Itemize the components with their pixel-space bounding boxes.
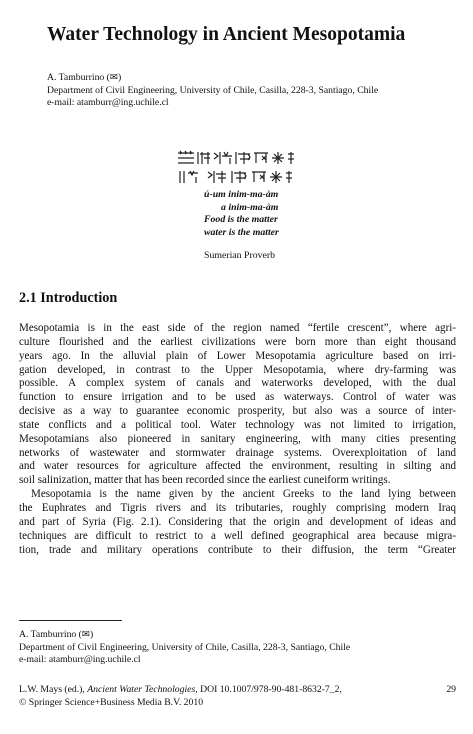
- body-line: state conflicts and a political tool. Water technology was not limited to irrigation,: [19, 418, 456, 431]
- footnote-department: Department of Civil Engineering, University of Chile, Casilla, 228-3, Santiago, Chile: [19, 641, 351, 653]
- cuneiform-inscription: [178, 148, 298, 191]
- epigraph-source: Sumerian Proverb: [204, 250, 276, 261]
- citation-editor: L.W. Mays (ed.),: [19, 684, 88, 695]
- copyright-line: © Springer Science+Business Media B.V. 2010: [19, 696, 204, 708]
- footnote-email: e-mail: atamburr@ing.uchile.cl: [19, 654, 141, 666]
- footnote: [19, 629, 350, 667]
- body-line: culture flourished and the earliest civilizations were born more than eight thousand: [19, 335, 456, 348]
- body-line: function to ensure irrigation and to be used as waterways. Control of water was: [19, 391, 456, 404]
- citation-block: [19, 684, 456, 709]
- author-affiliation: [47, 72, 378, 110]
- body-line: soil salinization, matter that has been recorded since the earliest cuneiform writings.: [19, 474, 391, 487]
- epigraph-line-1: ú-um inim-ma-àm: [204, 189, 279, 200]
- section-heading: 2.1 Introduction: [19, 290, 118, 306]
- chapter-title: Water Technology in Ancient Mesopotamia: [47, 24, 406, 45]
- epigraph-line-4: water is the matter: [204, 227, 279, 239]
- author-email: e-mail: atamburr@ing.uchile.cl: [47, 97, 169, 109]
- body-line: possible. A complex system of canals and waterworks developed, with the dual: [19, 377, 456, 390]
- body-line: Mesopotamia is the name given by the ancient Greeks to the land lying between: [31, 488, 456, 501]
- epigraph-verse: [204, 189, 279, 240]
- author-department: Department of Civil Engineering, University of Chile, Casilla, 228-3, Santiago, Chile: [47, 84, 379, 96]
- page-number: 29: [446, 684, 456, 695]
- body-line: and part of Syria (Fig. 2.1). Considering that the origin and development of ideas and: [19, 515, 456, 528]
- body-line: Mesopotamians also pioneered in sanitary engineering, with many cities presenting: [19, 432, 456, 445]
- epigraph-line-3: Food is the matter: [204, 214, 278, 226]
- body-line: gation developed, in contrast to the Upper Mesopotamia, where dry-farming was: [19, 363, 456, 376]
- body-line: techniques are difficult to restrict to a well defined geographical area because migra-: [19, 529, 456, 542]
- body-line: decisive as a way to guarantee economic prosperity, but also was a source of inter-: [19, 405, 456, 418]
- footnote-author: A. Tamburrino (✉): [19, 629, 94, 640]
- footnote-rule: [19, 620, 122, 621]
- body-text: [19, 322, 456, 557]
- body-line: years ago. In the alluvial plain of Lower Mesopotamia agriculture based on irri-: [19, 349, 456, 362]
- body-line: Mesopotamia is in the east side of the region named “fertile crescent”, where agri-: [19, 322, 456, 334]
- body-line: networks of wastewater and stormwater drainage systems. Overexploitation of land: [19, 446, 456, 459]
- body-line: and water resources for agriculture affected the environment, resulting in silting and: [19, 460, 456, 473]
- citation-line-1: [19, 684, 342, 697]
- citation-book-title: Ancient Water Technologies: [87, 684, 196, 695]
- author-name: A. Tamburrino (✉): [47, 72, 122, 83]
- cuneiform-signs-image: [178, 148, 298, 186]
- body-line: the Euphrates and Tigris rivers and its tributaries, roughly comprising modern Iraq: [19, 501, 456, 514]
- citation-doi: , DOI 10.1007/978-90-481-8632-7_2,: [195, 684, 342, 695]
- epigraph-line-2: a inim-ma-àm: [221, 201, 279, 213]
- body-line: tion, trade and military operations contribute to their diffusion, the term “Greater: [19, 543, 456, 556]
